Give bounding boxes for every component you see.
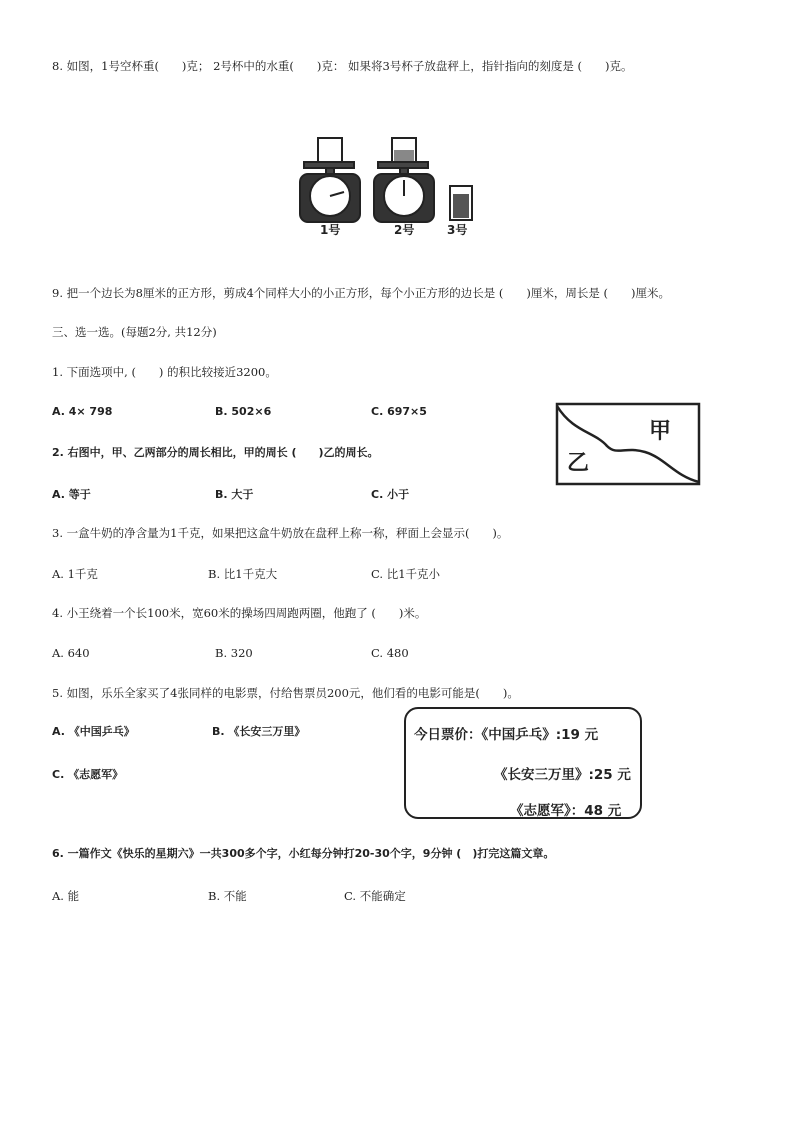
- fig-label-yi: 乙: [567, 451, 590, 476]
- ticket-line-3: 《志愿军》：48 元: [510, 803, 622, 819]
- jia-yi-figure: [555, 402, 703, 486]
- c3-text: 3. 一盒牛奶的净含量为1千克，如果把这盒牛奶放在盘秤上称一称，秤面上会显示( )。: [52, 526, 509, 540]
- ticket-price-board: [404, 707, 642, 819]
- q8-text: 8. 如图，1号空杯重( )克； 2号杯中的水重( )克： 如果将3号杯子放盘秤上，指针指向的刻度是 ( )克。: [52, 59, 633, 73]
- scale-1-image: [300, 138, 360, 222]
- c3-option-c: C. 比1千克小: [371, 567, 441, 581]
- c4-option-c: C. 480: [371, 646, 409, 660]
- c1-option-b: B. 502×6: [215, 405, 272, 418]
- scale-2-image: [374, 138, 434, 222]
- c6-text: 6. 一篇作文《快乐的星期六》一共300多个字，小红每分钟打20-30个字，9分钟 ( )打完这篇文章。: [52, 847, 555, 860]
- ticket-line-1: 今日票价：《中国乒乓》:19 元: [414, 727, 599, 743]
- c6-option-c: C. 不能确定: [344, 889, 406, 903]
- c5-option-a: A. 《中国乒乓》: [52, 725, 135, 738]
- c6-option-b: B. 不能: [208, 889, 247, 903]
- c5-option-c: C. 《志愿军》: [52, 768, 124, 781]
- c4-text: 4. 小王绕着一个长100米，宽60米的操场四周跑两圈，他跑了 ( )米。: [52, 606, 427, 620]
- cup-3-label: 3号: [447, 223, 468, 237]
- c5-text: 5. 如图，乐乐全家买了4张同样的电影票，付给售票员200元，他们看的电影可能是( )。: [52, 686, 519, 700]
- c3-option-b: B. 比1千克大: [208, 567, 278, 581]
- cup-3-image: [450, 186, 472, 220]
- c1-option-a: A. 4× 798: [52, 405, 113, 418]
- c2-option-c: C. 小于: [371, 488, 410, 501]
- q9-text: 9. 把一个边长为8厘米的正方形，剪成4个同样大小的小正方形，每个小正方形的边长是 ( )厘米，周长是 ( )厘米。: [52, 286, 671, 300]
- c2-option-b: B. 大于: [215, 488, 254, 501]
- ticket-line-2: 《长安三万里》:25 元: [494, 767, 631, 783]
- fig-label-jia: 甲: [649, 419, 672, 444]
- c1-text: 1. 下面选项中, ( ) 的积比较接近3200。: [52, 365, 277, 379]
- c2-text: 2. 右图中，甲、乙两部分的周长相比，甲的周长 ( )乙的周长。: [52, 446, 379, 459]
- section3-title: 三、选一选。(每题2分, 共12分): [52, 325, 217, 339]
- c5-option-b: B. 《长安三万里》: [212, 725, 306, 738]
- scale-1-label: 1号: [320, 223, 341, 237]
- c1-option-c: C. 697×5: [371, 405, 427, 418]
- scales-figure: [290, 130, 490, 240]
- c2-option-a: A. 等于: [52, 488, 91, 501]
- c6-option-a: A. 能: [52, 889, 80, 903]
- c3-option-a: A. 1千克: [52, 567, 98, 581]
- c4-option-a: A. 640: [52, 646, 90, 660]
- c4-option-b: B. 320: [215, 646, 253, 660]
- scale-2-label: 2号: [394, 223, 415, 237]
